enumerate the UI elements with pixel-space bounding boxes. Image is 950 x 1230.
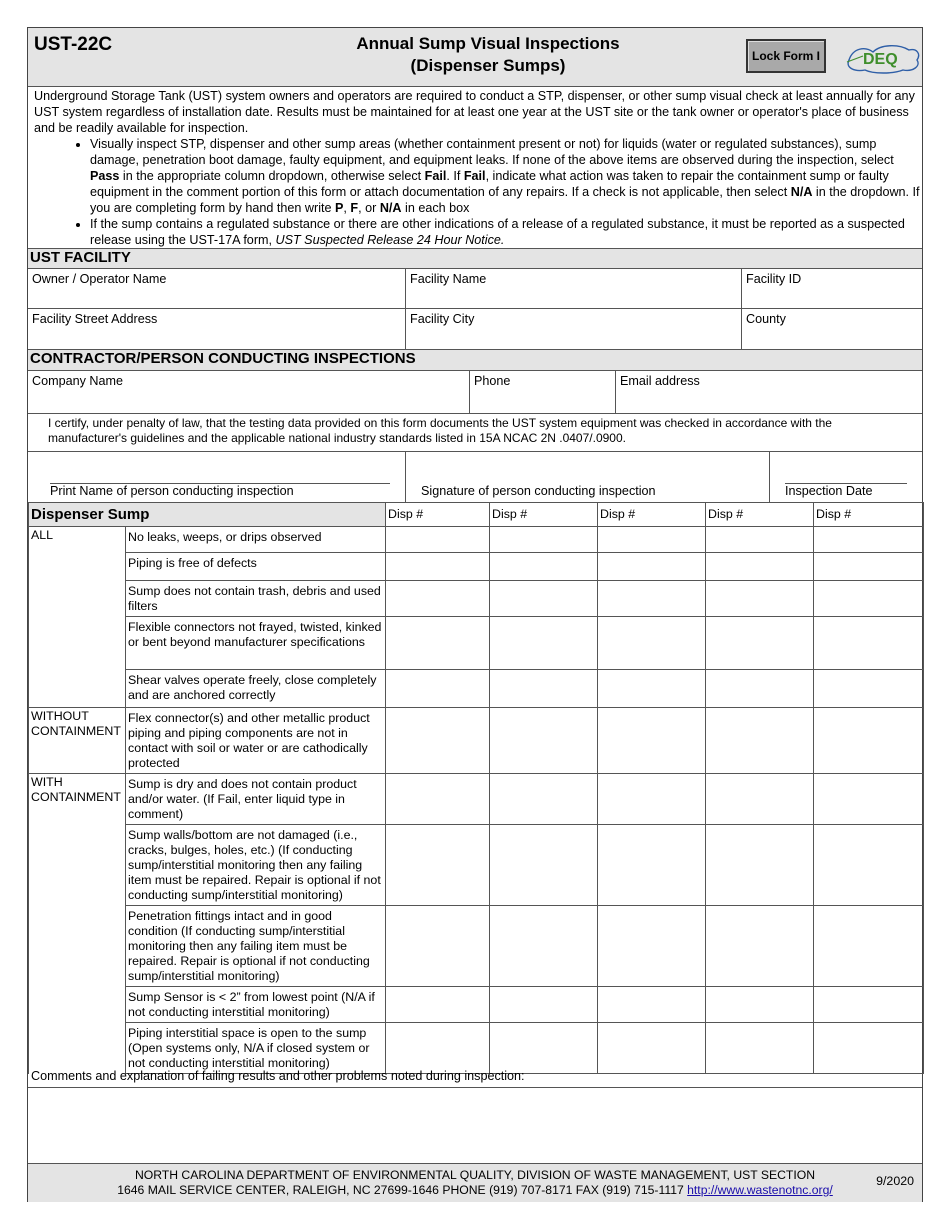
result-cell[interactable] — [386, 906, 490, 987]
revision-date: 9/2020 — [876, 1174, 914, 1188]
footer — [28, 1163, 922, 1202]
result-cell[interactable] — [386, 581, 490, 617]
result-cell[interactable] — [706, 906, 814, 987]
inspection-item: Flex connector(s) and other metallic product piping and piping components are not in contact with soil or water or are cathodically protected — [126, 708, 386, 774]
result-cell[interactable] — [386, 987, 490, 1023]
table-row — [29, 553, 924, 581]
table-row — [29, 987, 924, 1023]
facility-name-label: Facility Name — [410, 272, 487, 286]
email-label: Email address — [620, 374, 700, 388]
inspection-item: Sump does not contain trash, debris and used filters — [126, 581, 386, 617]
county-field[interactable] — [741, 309, 922, 349]
result-cell[interactable] — [706, 553, 814, 581]
result-cell[interactable] — [814, 617, 924, 670]
result-cell[interactable] — [814, 527, 924, 553]
form-header — [28, 28, 922, 87]
instructions — [34, 88, 920, 248]
result-cell[interactable] — [706, 708, 814, 774]
result-cell[interactable] — [490, 774, 598, 825]
print-name-label: Print Name of person conducting inspection — [50, 484, 294, 498]
table-row — [29, 581, 924, 617]
category-with-containment: WITH CONTAINMENT — [29, 774, 126, 1074]
result-cell[interactable] — [490, 670, 598, 708]
table-row — [29, 527, 924, 553]
contractor-section-title: CONTRACTOR/PERSON CONDUCTING INSPECTIONS — [28, 349, 922, 371]
result-cell[interactable] — [814, 906, 924, 987]
facility-id-label: Facility ID — [746, 272, 802, 286]
dispenser-sump-table — [28, 502, 924, 1074]
result-cell[interactable] — [706, 617, 814, 670]
result-cell[interactable] — [598, 708, 706, 774]
deq-logo — [843, 40, 923, 76]
instructions-paragraph: Underground Storage Tank (UST) system owners and operators are required to conduct a STP, dispenser, or other sump visual check at least annually for any UST system regardless of installation date. Results must be maintained for at least one year at the UST site or the tank owner or operator's place of business and be readily available for inspection. — [34, 89, 915, 135]
form-code: UST-22C — [34, 34, 113, 55]
inspection-item: Piping interstitial space is open to the sump (Open systems only, N/A if closed system or not conducting interstitial monitoring) — [126, 1023, 386, 1074]
form-title — [288, 33, 688, 77]
divider — [405, 451, 406, 502]
table-header-row — [29, 503, 924, 527]
result-cell[interactable] — [598, 617, 706, 670]
result-cell[interactable] — [814, 670, 924, 708]
website-link[interactable]: http://www.wastenotnc.org/ — [687, 1183, 833, 1197]
owner-name-field[interactable] — [28, 269, 405, 309]
facility-id-field[interactable] — [741, 269, 922, 309]
phone-label: Phone — [474, 374, 511, 388]
disp-column-header: Disp # — [598, 503, 706, 527]
table-row — [29, 825, 924, 906]
result-cell[interactable] — [490, 825, 598, 906]
form-title-line2: (Dispenser Sumps) — [410, 56, 566, 75]
result-cell[interactable] — [490, 553, 598, 581]
result-cell[interactable] — [598, 527, 706, 553]
result-cell[interactable] — [814, 825, 924, 906]
result-cell[interactable] — [386, 527, 490, 553]
result-cell[interactable] — [490, 708, 598, 774]
divider — [769, 451, 770, 502]
result-cell[interactable] — [814, 553, 924, 581]
dispenser-section-title: Dispenser Sump — [29, 503, 386, 527]
result-cell[interactable] — [386, 774, 490, 825]
result-cell[interactable] — [598, 906, 706, 987]
email-field[interactable] — [615, 371, 922, 414]
phone-field[interactable] — [469, 371, 615, 414]
inspection-date-label: Inspection Date — [785, 484, 873, 498]
result-cell[interactable] — [386, 708, 490, 774]
lock-form-button[interactable]: Lock Form I — [746, 39, 826, 73]
result-cell[interactable] — [706, 987, 814, 1023]
form-title-line1: Annual Sump Visual Inspections — [356, 34, 620, 53]
result-cell[interactable] — [386, 670, 490, 708]
result-cell[interactable] — [706, 527, 814, 553]
owner-name-label: Owner / Operator Name — [32, 272, 167, 286]
inspection-item: No leaks, weeps, or drips observed — [126, 527, 386, 553]
result-cell[interactable] — [598, 670, 706, 708]
result-cell[interactable] — [598, 553, 706, 581]
result-cell[interactable] — [706, 581, 814, 617]
disp-column-header: Disp # — [490, 503, 598, 527]
company-name-field[interactable] — [28, 371, 469, 414]
inspection-item: Penetration fittings intact and in good condition (If conducting sump/interstitial monitoring then any failing item must be repaired. Repair is optional if not conducting sump/interstitial monitoring) — [126, 906, 386, 987]
table-row — [29, 670, 924, 708]
inspection-item: Piping is free of defects — [126, 553, 386, 581]
category-without-containment: WITHOUT CONTAINMENT — [29, 708, 126, 774]
certification-statement: I certify, under penalty of law, that the testing data provided on this form documents the UST system equipment was checked in accordance with the manufacturer's guidelines and the applicable national industry standards listed in 15A NCAC 2N .0407/.0900. — [48, 416, 832, 445]
result-cell[interactable] — [598, 774, 706, 825]
result-cell[interactable] — [490, 581, 598, 617]
result-cell[interactable] — [386, 617, 490, 670]
instructions-list — [34, 136, 920, 248]
inspection-item: Flexible connectors not frayed, twisted, kinked or bent beyond manufacturer specifications — [126, 617, 386, 670]
disp-column-header: Disp # — [386, 503, 490, 527]
comments-label: Comments and explanation of failing results and other problems noted during inspection: — [28, 1066, 922, 1088]
logo-text: DEQ — [863, 51, 898, 68]
facility-name-field[interactable] — [405, 269, 741, 309]
inspection-item: Sump Sensor is < 2” from lowest point (N/A if not conducting interstitial monitoring) — [126, 987, 386, 1023]
result-cell[interactable] — [490, 617, 598, 670]
form-page — [27, 27, 923, 1202]
result-cell[interactable] — [598, 581, 706, 617]
street-address-label: Facility Street Address — [32, 312, 158, 326]
signature-label: Signature of person conducting inspection — [421, 484, 656, 498]
result-cell[interactable] — [490, 527, 598, 553]
county-label: County — [746, 312, 786, 326]
company-name-label: Company Name — [32, 374, 123, 388]
instruction-item: • Visually inspect STP, dispenser and other sump areas (whether containment present or not) for liquids (water or regulated substances), sump damage, penetration boot damage, faulty equipment, and equipment leaks. If none of the above items are observed during the inspection, select Pass in the appropriate column dropdown, otherwise select Fail. If Fail, indicate what action was taken to repair the containment sump or faulty equipment in the comment portion of this form or attach documentation of any repairs. If a check is not applicable, then select N/A in the dropdown. If you are completing form by hand then write P, F, or N/A in each box — [90, 136, 920, 216]
inspection-item: Sump is dry and does not contain product and/or water. (If Fail, enter liquid type in comment) — [126, 774, 386, 825]
result-cell[interactable] — [706, 825, 814, 906]
footer-line2: 1646 MAIL SERVICE CENTER, RALEIGH, NC 27699-1646 PHONE (919) 707-8171 FAX (919) 715-1117 http://www.wastenotnc.org/ — [117, 1183, 833, 1197]
result-cell[interactable] — [386, 825, 490, 906]
result-cell[interactable] — [814, 987, 924, 1023]
inspection-item: Sump walls/bottom are not damaged (i.e., cracks, bulges, holes, etc.) (If conducting sump/interstitial monitoring then any failing item must be repaired. Repair is optional if not conducting sump/interstitial monitoring) — [126, 825, 386, 906]
comments-field[interactable] — [28, 1088, 922, 1163]
result-cell[interactable] — [706, 774, 814, 825]
divider — [28, 451, 922, 452]
disp-column-header: Disp # — [706, 503, 814, 527]
facility-city-field[interactable] — [405, 309, 741, 349]
table-row — [29, 774, 924, 825]
result-cell[interactable] — [598, 987, 706, 1023]
result-cell[interactable] — [706, 670, 814, 708]
table-row — [29, 906, 924, 987]
disp-column-header: Disp # — [814, 503, 924, 527]
result-cell[interactable] — [490, 906, 598, 987]
facility-city-label: Facility City — [410, 312, 475, 326]
facility-section-title: UST FACILITY — [28, 248, 922, 269]
result-cell[interactable] — [814, 708, 924, 774]
inspection-item: Shear valves operate freely, close completely and are anchored correctly — [126, 670, 386, 708]
result-cell[interactable] — [598, 825, 706, 906]
table-row — [29, 617, 924, 670]
category-all: ALL — [29, 527, 126, 708]
table-row — [29, 708, 924, 774]
result-cell[interactable] — [814, 581, 924, 617]
result-cell[interactable] — [814, 774, 924, 825]
result-cell[interactable] — [490, 987, 598, 1023]
street-address-field[interactable] — [28, 309, 405, 349]
footer-line1: NORTH CAROLINA DEPARTMENT OF ENVIRONMENTAL QUALITY, DIVISION OF WASTE MANAGEMENT, UST SECTION — [134, 1168, 816, 1182]
instruction-item: • If the sump contains a regulated substance or there are other indications of a release of a regulated substance, it must be reported as a suspected release using the UST-17A form, UST Suspected Release 24 Hour Notice. — [90, 216, 920, 248]
result-cell[interactable] — [386, 553, 490, 581]
